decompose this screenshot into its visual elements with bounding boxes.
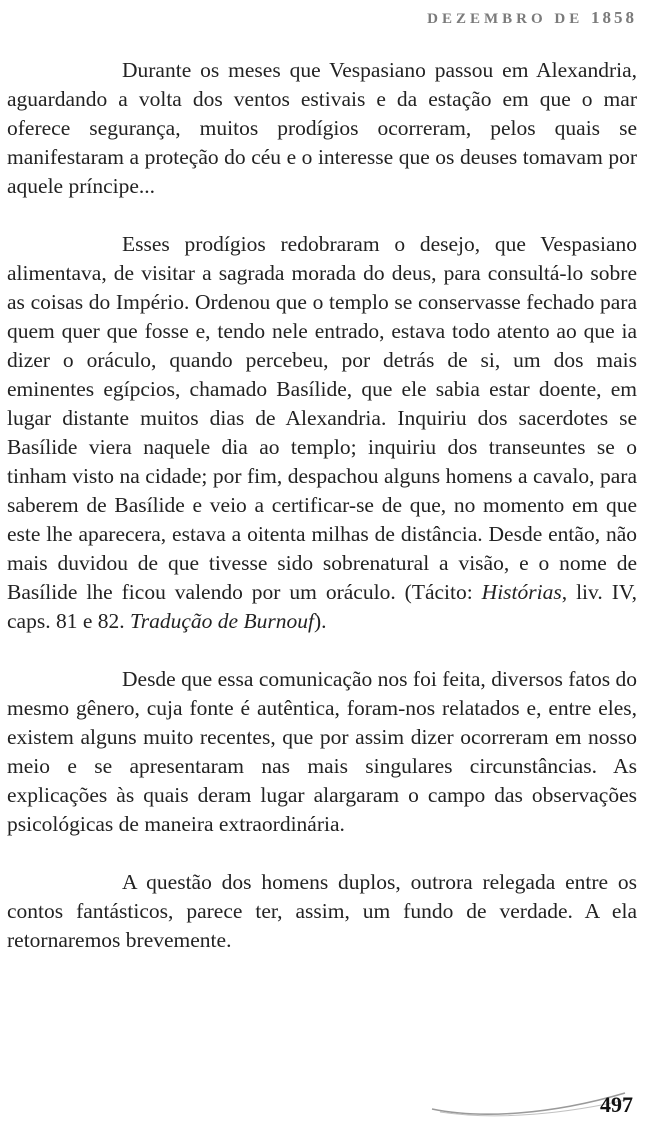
header-year: 1858 [591, 8, 637, 27]
citation-reference: , liv. IV, caps. 81 e 82. [7, 580, 637, 633]
running-header [427, 8, 637, 28]
citation-work-title: Histórias [481, 580, 562, 604]
header-month: DEZEMBRO DE [427, 11, 584, 27]
paragraph-1: Durante os meses que Vespasiano passou em Alexandria, aguardando a volta dos ventos estivais e da estação em que o mar oferece segurança, muitos prodígios ocorreram, pelos quais se manifestaram a proteção do céu e o interesse que os deuses tomavam por aquele príncipe... [7, 58, 637, 198]
paragraph-4: A questão dos homens duplos, outrora relegada entre os contos fantásticos, parece ter, assim, um fundo de verdade. A ela retornaremos brevemente. [7, 870, 637, 952]
paragraph-3: Desde que essa comunicação nos foi feita, diversos fatos do mesmo gênero, cuja fonte é autêntica, foram-nos relatados e, entre eles, existem alguns muito recentes, que por assim dizer ocorreram em nosso meio e se apresentaram nas mais singulares circunstâncias. As explicações às quais deram lugar alargaram o campo das observações psicológicas de maneira extraordinária. [7, 667, 637, 836]
body-text [7, 56, 637, 955]
paragraph-2-main: Esses prodígios redobraram o desejo, que Vespasiano alimentava, de visitar a sagrada morada do deus, para consultá-lo sobre as coisas do Império. Ordenou que o templo se conservasse fechado para quem quer que fosse e, tendo nele entrado, estava todo atento ao que ia dizer o oráculo, quando percebeu, por detrás de si, um dos mais eminentes egípcios, chamado Basílide, que ele sabia estar doente, em lugar distante muitos dias de Alexandria. Inquiriu dos sacerdotes se Basílide viera naquele dia ao templo; inquiriu dos transeuntes se o tinham visto na cidade; por fim, despachou alguns homens a cavalo, para saberem de Basílide e veio a certificar-se de que, no momento em que este lhe aparecera, estava a oitenta milhas de distância. Desde então, não mais duvidou de que tivesse sido sobrenatural a visão, e o nome de Basílide lhe ficou valendo por um oráculo. (Tácito: [7, 232, 637, 604]
citation-end: ). [313, 609, 327, 633]
paragraph-2 [7, 230, 637, 636]
page-number: 497 [600, 1092, 633, 1117]
citation-translation: Tradução de Burnouf [130, 609, 314, 633]
